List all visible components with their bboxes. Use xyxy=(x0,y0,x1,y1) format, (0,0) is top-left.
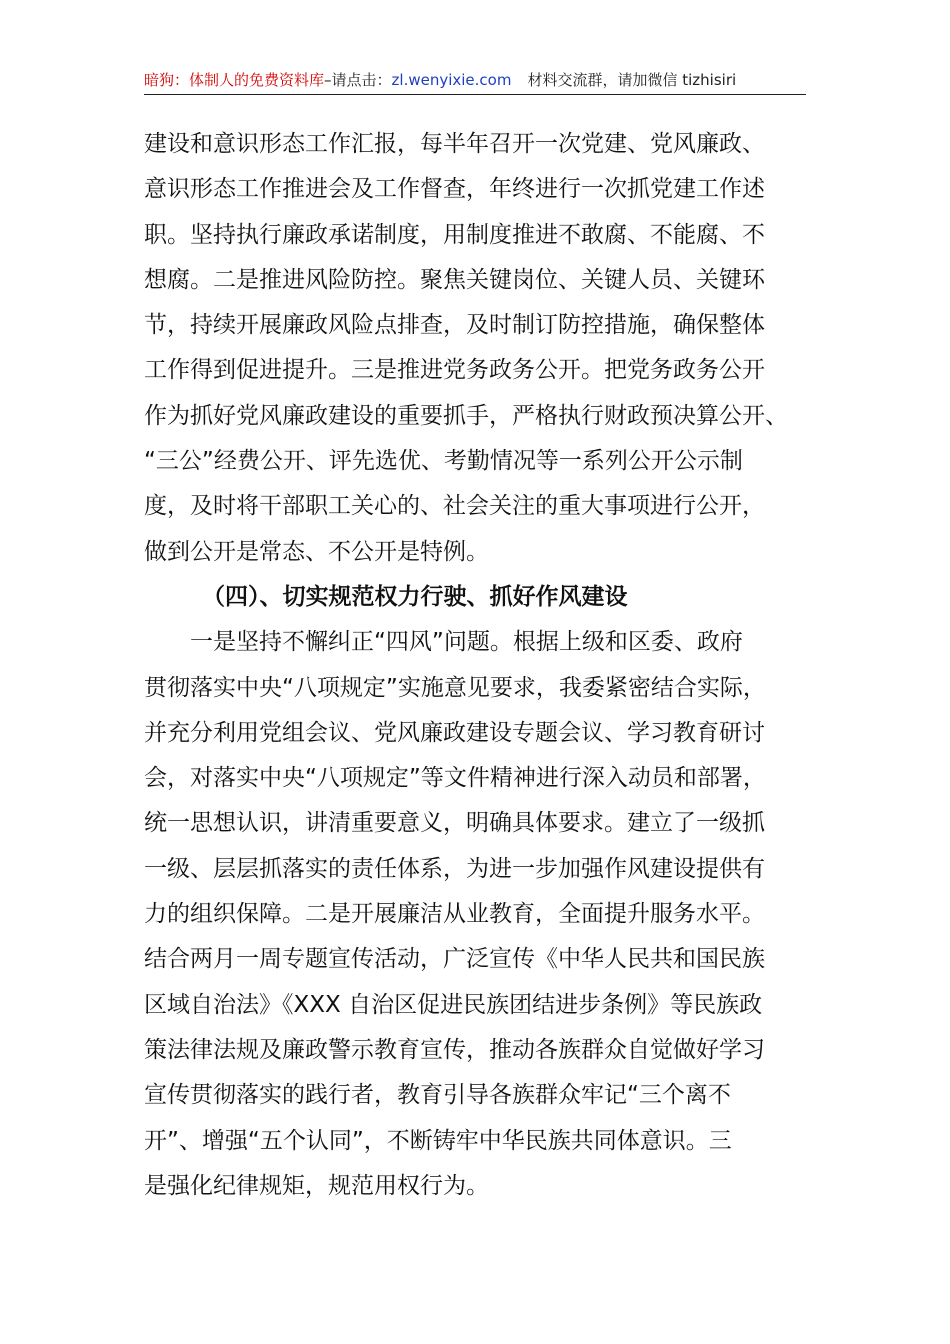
section-heading: （四）、切实规范权力行驶、抓好作风建设 xyxy=(202,583,628,610)
paragraph-first-line: 一是坚持不懈纠正“四风”问题。根据上级和区委、政府 xyxy=(190,629,743,656)
body-line: 统一思想认识，讲清重要意义，明确具体要求。建立了一级抓 xyxy=(144,810,765,837)
body-line: 意识形态工作推进会及工作督查，年终进行一次抓党建工作述 xyxy=(144,176,765,203)
body-line: 做到公开是常态、不公开是特例。 xyxy=(144,538,489,565)
body-line: 并充分利用党组会议、党风廉政建设专题会议、学习教育研讨 xyxy=(144,719,765,746)
body-line: 开”、增强“五个认同”，不断铸牢中华民族共同体意识。三 xyxy=(144,1127,732,1154)
body-line: 策法律法规及廉政警示教育宣传，推动各族群众自觉做好学习 xyxy=(144,1036,765,1063)
body-line: 区域自治法》《XXX 自治区促进民族团结进步条例》等民族政 xyxy=(144,991,763,1018)
body-line: 度，及时将干部职工关心的、社会关注的重大事项进行公开， xyxy=(144,493,765,520)
header-prompt: –请点击： xyxy=(324,71,392,89)
body-line: 贯彻落实中央“八项规定”实施意见要求，我委紧密结合实际， xyxy=(144,674,766,701)
document-body xyxy=(144,122,808,1209)
body-line: 工作得到促进提升。三是推进党务政务公开。把党务政务公开 xyxy=(144,357,765,384)
body-line: 力的组织保障。二是开展廉洁从业教育，全面提升服务水平。 xyxy=(144,901,765,928)
body-line: 一级、层层抓落实的责任体系，为进一步加强作风建设提供有 xyxy=(144,855,765,882)
header-url-link[interactable]: zl.wenyixie.com xyxy=(391,71,512,89)
body-line: 会，对落实中央“八项规定”等文件精神进行深入动员和部署， xyxy=(144,765,766,792)
page-header xyxy=(144,66,806,95)
body-line: 建设和意识形态工作汇报，每半年召开一次党建、党风廉政、 xyxy=(144,131,765,157)
header-wechat: 材料交流群，请加微信 tizhisiri xyxy=(527,71,737,89)
body-line: 节，持续开展廉政风险点排查，及时制订防控措施，确保整体 xyxy=(144,312,765,339)
body-line: 想腐。二是推进风险防控。聚焦关键岗位、关键人员、关键环 xyxy=(144,266,765,293)
body-line: 作为抓好党风廉政建设的重要抓手，严格执行财政预决算公开、 xyxy=(144,402,788,429)
body-line: 结合两月一周专题宣传活动，广泛宣传《中华人民共和国民族 xyxy=(144,946,765,973)
body-line: 职。坚持执行廉政承诺制度，用制度推进不敢腐、不能腐、不 xyxy=(144,221,765,248)
header-brand: 暗狗：体制人的免费资料库 xyxy=(144,71,325,89)
body-line: “三公”经费公开、评先选优、考勤情况等一系列公开公示制 xyxy=(144,448,743,475)
body-line: 是强化纪律规矩，规范用权行为。 xyxy=(144,1172,489,1199)
body-line: 宣传贯彻落实的践行者，教育引导各族群众牢记“三个离不 xyxy=(144,1082,731,1109)
